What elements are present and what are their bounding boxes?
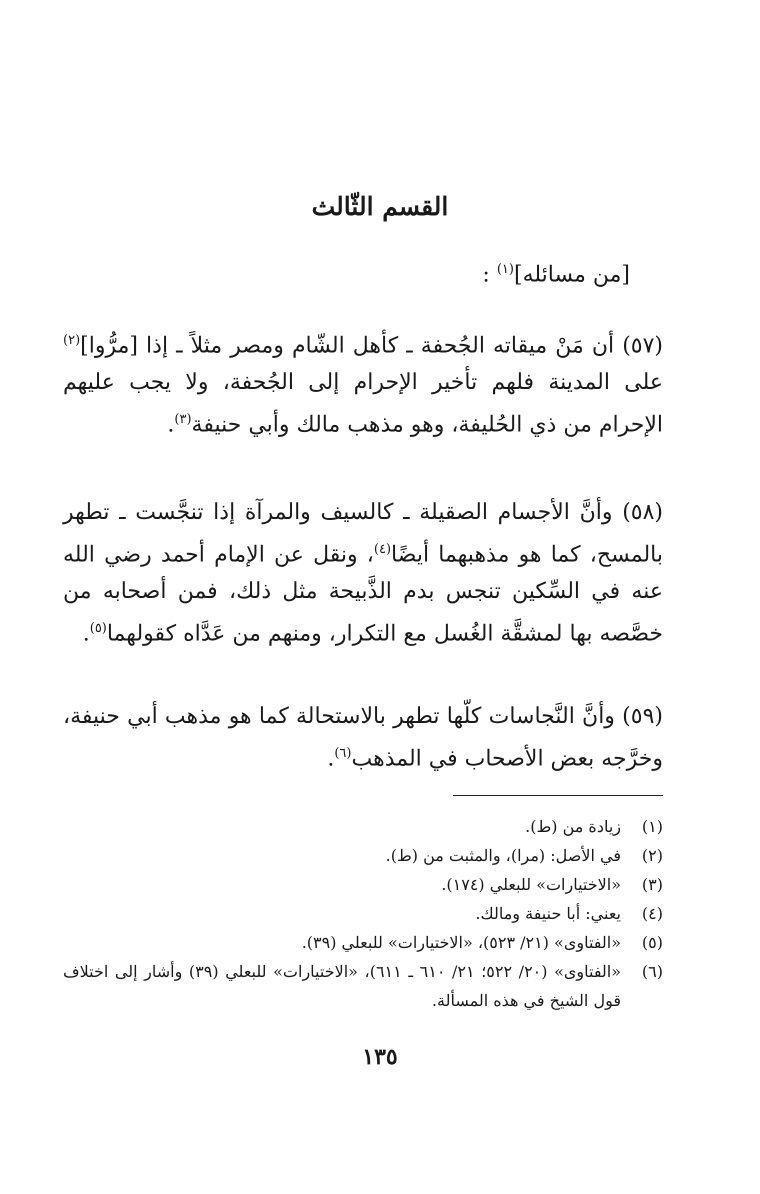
footnote-ref: (٥)	[89, 621, 107, 637]
footnote-number: (٥)	[641, 933, 663, 952]
paragraph-number: (٥٨)	[622, 500, 664, 525]
footnote	[63, 870, 663, 899]
footnote	[63, 899, 663, 928]
footnotes	[63, 812, 663, 1015]
paragraph-58	[63, 494, 663, 653]
intro-colon: :	[482, 262, 490, 288]
footnote-text: «الفتاوى» (٢٠/ ٥٢٢؛ ٢١/ ٦١٠ ـ ٦١١)، «الاختيارات» للبعلي (٣٩) وأشار إلى اختلاف قول الشيخ في هذه المسألة.	[63, 962, 622, 1010]
footnote-ref: (٢)	[63, 333, 81, 348]
footnote	[63, 957, 663, 1015]
footnote-number: (٣)	[641, 875, 663, 894]
footnote-ref: (١)	[496, 262, 514, 277]
paragraph-end: .	[82, 621, 90, 647]
intro-text: [من مسائله]	[513, 262, 630, 288]
footnote	[63, 812, 663, 841]
page-number: ١٣٥	[362, 1044, 398, 1070]
footnote-ref: (٦)	[334, 746, 352, 761]
paragraph-59	[63, 698, 663, 777]
footnote-text: «الفتاوى» (٢١/ ٥٢٣)، «الاختيارات» للبعلي (٣٩).	[301, 933, 621, 952]
paragraph-end: .	[327, 746, 335, 772]
paragraph-text: على المدينة فلهم تأخير الإحرام إلى الجُحفة، ولا يجب عليهم الإحرام من ذي الحُليفة، وهو مذهب مالك وأبي حنيفة	[63, 370, 663, 438]
footnote-number: (١)	[641, 817, 663, 836]
paragraph-57	[63, 322, 663, 444]
footnote-text: زيادة من (ط).	[525, 817, 621, 836]
footnote-text: في الأصل: (مرا)، والمثبت من (ط).	[385, 846, 621, 865]
paragraph-end: .	[167, 412, 175, 438]
paragraph-number: (٥٧)	[622, 333, 664, 359]
footnote-number: (٤)	[641, 904, 663, 923]
section-title: القسم الثّالث	[311, 192, 449, 221]
footnote-number: (٢)	[641, 846, 663, 865]
footnote-number: (٦)	[641, 962, 663, 981]
footnote-text: «الاختيارات» للبعلي (١٧٤).	[441, 875, 621, 894]
paragraph-text: أن مَنْ ميقاته الجُحفة ـ كأهل الشّام ومصر مثلاً ـ إذا [مرُّوا]	[80, 333, 615, 359]
footnote	[63, 841, 663, 870]
footnote-text: يعني: أبا حنيفة ومالك.	[475, 904, 621, 923]
footnote	[63, 928, 663, 957]
footnote-ref: (٣)	[174, 412, 192, 428]
intro-line	[482, 262, 630, 287]
paragraph-number: (٥٩)	[622, 704, 663, 729]
footnote-ref: (٤)	[373, 542, 392, 557]
paragraph-text: وأنَّ الأجسام الصقيلة ـ كالسيف والمرآة إذا تنجَّست ـ تطهر بالمسح، كما هو مذهبهما أيضًا	[63, 500, 663, 568]
footnote-divider	[453, 795, 663, 796]
paragraph-text: ، ونقل عن الإمام أحمد رضي الله عنه في السِّكين تنجس بدم الذَّبيحة مثل ذلك، فمن أصحابه من خصَّصه بها لمشقَّة الغُسل مع التكرار، ومنهم من عَدَّاه كقولهما	[63, 542, 663, 647]
paragraph-text: وأنَّ النَّجاسات كلّها تطهر بالاستحالة كما هو مذهب أبي حنيفة، وخرَّجه بعض الأصحاب في المذهب	[63, 704, 663, 772]
